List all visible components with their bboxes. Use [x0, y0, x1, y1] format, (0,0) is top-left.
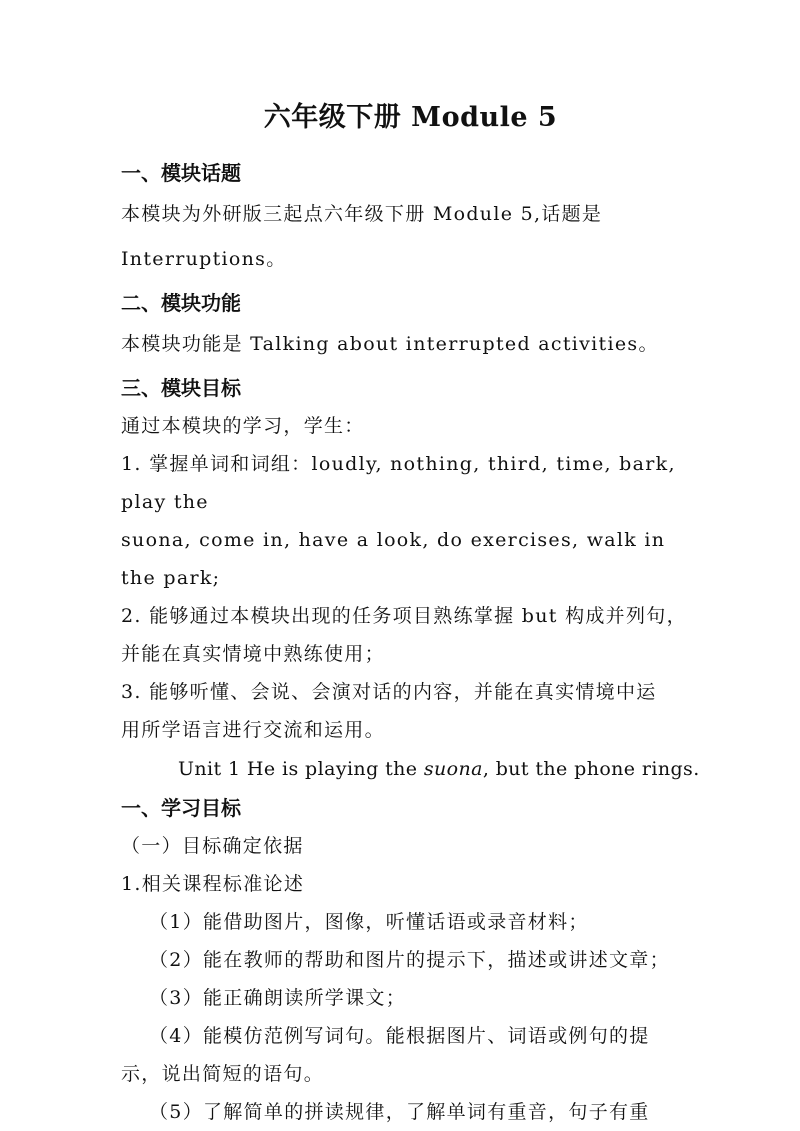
- goals-line-6: 3. 能够听懂、会说、会演对话的内容，并能在真实情境中运: [121, 681, 657, 703]
- goals-line-5: 并能在真实情境中熟练使用；: [121, 643, 385, 665]
- topic-line-2: Interruptions。: [121, 248, 287, 270]
- section-heading-function: 二、模块功能: [121, 291, 241, 315]
- standard-item-4-cont: 示，说出简短的语句。: [121, 1063, 325, 1085]
- document-title: 六年级下册 Module 5: [263, 102, 558, 133]
- standard-item-3: （3）能正确朗读所学课文；: [149, 987, 406, 1009]
- goals-line-7: 用所学语言进行交流和运用。: [121, 719, 385, 741]
- topic-line-1: 本模块为外研版三起点六年级下册 Module 5,话题是: [121, 203, 603, 225]
- unit-title-prefix: Unit 1 He is playing the: [178, 758, 424, 780]
- section-heading-goals: 三、模块目标: [121, 376, 241, 400]
- goals-line-4: 2. 能够通过本模块出现的任务项目熟练掌握 but 构成并列句，: [121, 605, 687, 627]
- unit-title-suffix: , but the phone rings.: [482, 758, 700, 780]
- function-line-1: 本模块功能是 Talking about interrupted activities。: [121, 333, 659, 355]
- unit-title: [121, 749, 700, 789]
- section-heading-topic: 一、模块话题: [121, 161, 241, 185]
- basis-subheading: （一）目标确定依据: [121, 835, 304, 857]
- unit-title-italic: suona: [423, 758, 483, 780]
- goals-line-2: 1. 掌握单词和词组：loudly, nothing, third, time, bark, play the: [121, 453, 676, 513]
- goals-line-1: 通过本模块的学习，学生：: [121, 415, 365, 437]
- standard-item-2: （2）能在教师的帮助和图片的提示下，描述或讲述文章；: [149, 949, 670, 971]
- standards-heading: 1.相关课程标准论述: [121, 873, 305, 895]
- standard-item-1: （1）能借助图片，图像，听懂话语或录音材料；: [149, 911, 589, 933]
- section-heading-learning-goals: 一、学习目标: [121, 796, 241, 820]
- goals-line-3: suona, come in, have a look, do exercises, walk in the park;: [121, 529, 666, 589]
- standard-item-4: （4）能模仿范例写词句。能根据图片、词语或例句的提: [149, 1025, 650, 1047]
- standard-item-5: （5）了解简单的拼读规律，了解单词有重音，句子有重: [149, 1101, 650, 1123]
